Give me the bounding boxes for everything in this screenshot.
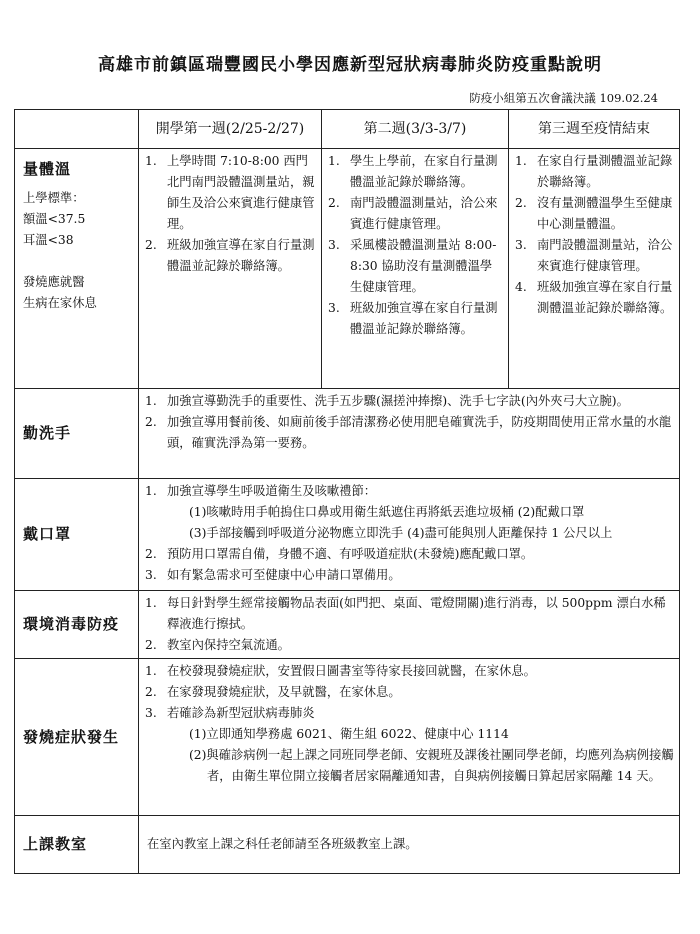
item-number: 4. [515,280,527,294]
note-line: 耳溫<38 [23,233,74,247]
item-text: 預防用口罩需自備，身體不適、有呼吸道症狀(未發燒)應配戴口罩。 [167,547,534,561]
item-number: 3. [145,706,157,720]
item-text: 南門設體溫測量站，洽公來賓進行健康管理。 [350,196,498,231]
list-item [513,277,675,319]
item-number: 3. [328,301,340,315]
item-number: 1. [515,154,527,168]
sub-item [143,724,675,745]
list-item [143,565,675,586]
header-row [15,110,680,149]
list-item [326,235,504,298]
temperature-week2 [322,149,509,389]
item-number: 3. [145,568,157,582]
temperature-week1 [139,149,322,389]
item-number: 1. [145,154,157,168]
temperature-notes [23,188,138,314]
disinfect-content [139,591,680,659]
list-item [326,151,504,193]
item-number: 1. [145,484,157,498]
item-text: (1)立即通知學務處 6021、衛生組 6022、健康中心 1114 [189,727,509,741]
item-text: 加強宣導勤洗手的重要性、洗手五步驟(濕搓沖捧擦)、洗手七字訣(內外夾弓大立腕)。 [167,394,629,408]
note-line: 上學標準： [23,191,85,205]
classroom-row [15,816,680,874]
item-text: 加強宣導用餐前後、如廁前後手部清潔務必使用肥皂確實洗手，防疫期間使用正常水量的水龍頭，確實洗淨為第一要務。 [167,415,672,450]
item-text: 在校發現發燒症狀，安置假日圖書室等待家長接回就醫，在家休息。 [167,664,536,678]
item-text: 班級加強宣導在家自行量測體溫並記錄於聯絡簿。 [537,280,673,315]
list-item [143,544,675,565]
temperature-row [15,149,680,389]
item-text: 加強宣導學生呼吸道衛生及咳嗽禮節： [167,484,377,498]
list-item [513,235,675,277]
handwash-label-cell [15,389,139,479]
header-week2: 第二週(3/3-3/7) [322,110,509,149]
mask-content [139,479,680,591]
list-item [143,703,675,724]
prevention-table [14,109,680,874]
classroom-label: 上課教室 [23,835,88,853]
fever-row [15,659,680,816]
item-text: (3)手部接觸到呼吸道分泌物應立即洗手 (4)盡可能與別人距離保持 1 公尺以上 [189,526,613,540]
note-gap [23,251,138,272]
document-title: 高雄市前鎮區瑞豐國民小學因應新型冠狀病毒肺炎防疫重點說明 [98,55,602,75]
item-text: 每日針對學生經常接觸物品表面(如門把、桌面、電燈開關)進行消毒，以 500ppm 漂白水稀釋液進行擦拭。 [167,596,666,631]
note-line: 生病在家休息 [23,296,97,310]
list-item [143,151,317,235]
disinfect-label: 環境消毒防疫 [23,615,120,633]
item-text: 沒有量測體溫學生至健康中心測量體溫。 [537,196,673,231]
item-number: 2. [145,638,157,652]
classroom-content: 在室內教室上課之科任老師請至各班級教室上課。 [139,816,680,874]
handwash-content [139,389,680,479]
disinfect-row [15,591,680,659]
header-week1: 開學第一週(2/25-2/27) [139,110,322,149]
item-number: 1. [145,664,157,678]
item-text: 上學時間 7:10-8:00 西門北門南門設體溫測量站，親師生及洽公來賓進行健康管理。 [167,154,315,231]
fever-label-cell [15,659,139,816]
fever-label: 發燒症狀發生 [23,727,120,746]
item-text: 南門設體溫測量站，洽公來賓進行健康管理。 [537,238,673,273]
fever-content [139,659,680,816]
classroom-label-cell [15,816,139,874]
note-line: 額溫<37.5 [23,212,86,226]
item-text: 在家自行量測體溫並記錄於聯絡簿。 [537,154,673,189]
list-item [326,193,504,235]
list-item [143,391,675,412]
mask-label-cell [15,479,139,591]
item-text: 在家發現發燒症狀，及早就醫，在家休息。 [167,685,401,699]
list-item [143,682,675,703]
item-number: 1. [145,394,157,408]
item-text: 班級加強宣導在家自行量測體溫並記錄於聯絡簿。 [167,238,315,273]
header-week3: 第三週至疫情結束 [509,110,680,149]
item-number: 2. [145,415,157,429]
list-item [143,593,675,635]
item-number: 2. [328,196,340,210]
item-text: (1)咳嗽時用手帕摀住口鼻或用衛生紙遮住再將紙丟進垃圾桶 (2)配戴口罩 [189,505,585,519]
item-number: 3. [328,238,340,252]
item-number: 3. [515,238,527,252]
list-item [143,481,675,502]
handwash-label: 勤洗手 [23,424,72,442]
list-item [326,298,504,340]
mask-label: 戴口罩 [23,525,72,543]
note-line: 發燒應就醫 [23,275,85,289]
header-corner [15,110,139,149]
sub-item [143,745,675,787]
list-item [143,235,317,277]
item-number: 1. [328,154,340,168]
item-text: 教室內保持空氣流通。 [167,638,290,652]
item-text: 如有緊急需求可至健康中心申請口罩備用。 [167,568,401,582]
item-text: 學生上學前，在家自行量測體溫並記錄於聯絡簿。 [350,154,498,189]
item-number: 2. [145,238,157,252]
temperature-label: 量體溫 [23,160,72,178]
list-item [513,193,675,235]
sub-item [143,502,675,523]
item-number: 2. [515,196,527,210]
item-text: (2)與確診病例一起上課之同班同學老師、安親班及課後社團同學老師，均應列為病例接觸者，由衛生單位開立接觸者居家隔離通知書，自與病例接觸日算起居家隔離 14 天。 [189,748,674,783]
sub-item [143,523,675,544]
list-item [143,635,675,656]
meeting-resolution: 防疫小組第五次會議決議 109.02.24 [469,91,658,105]
item-text: 若確診為新型冠狀病毒肺炎 [167,706,315,720]
item-text: 采風樓設體溫測量站 8:00-8:30 協助沒有量測體溫學生健康管理。 [350,238,497,294]
item-number: 2. [145,685,157,699]
list-item [143,412,675,454]
disinfect-label-cell [15,591,139,659]
item-text: 班級加強宣導在家自行量測體溫並記錄於聯絡簿。 [350,301,498,336]
item-number: 1. [145,596,157,610]
temperature-label-cell [15,149,139,389]
list-item [143,661,675,682]
mask-row [15,479,680,591]
handwash-row [15,389,680,479]
item-number: 2. [145,547,157,561]
list-item [513,151,675,193]
temperature-week3 [509,149,680,389]
